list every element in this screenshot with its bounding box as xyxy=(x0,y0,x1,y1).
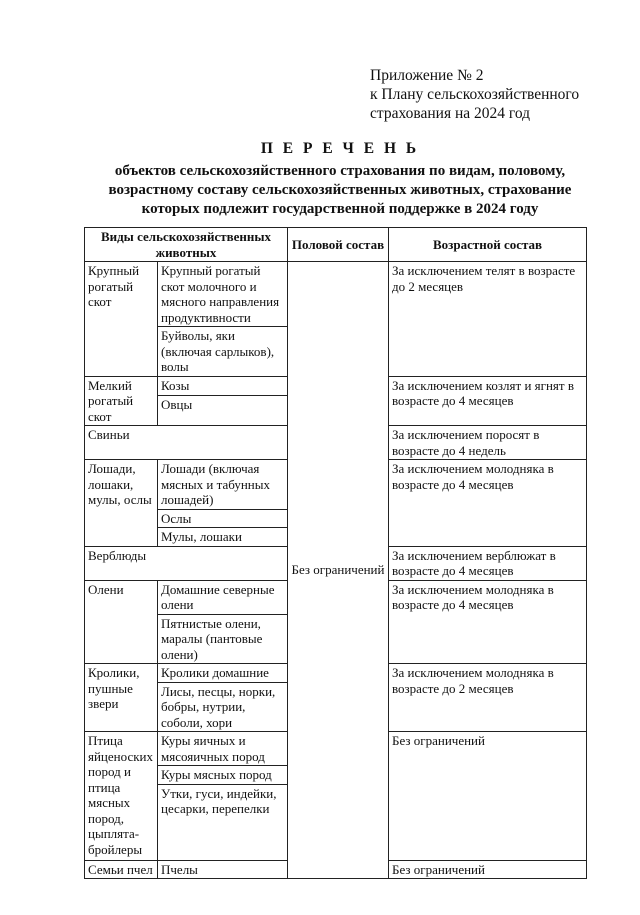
header-age: Возрастной состав xyxy=(389,228,587,262)
subtype-cell: Мулы, лошаки xyxy=(158,528,288,547)
age-cell: За исключением телят в возрасте до 2 месяцев xyxy=(389,262,587,377)
age-cell: За исключением молодняка в возрасте до 4 месяцев xyxy=(389,580,587,664)
subtype-cell: Крупный рогатый скот молочного и мясного направления продуктивности xyxy=(158,262,288,327)
group-cell: Крупный рогатый скот xyxy=(85,262,158,377)
subtype-cell: Козы xyxy=(158,376,288,395)
subtype-cell: Ослы xyxy=(158,509,288,528)
age-cell: За исключением молодняка в возрасте до 4 месяцев xyxy=(389,460,587,547)
age-cell: За исключением верблюжат в возрасте до 4 месяцев xyxy=(389,546,587,580)
table-row xyxy=(85,262,587,327)
age-cell: Без ограничений xyxy=(389,732,587,861)
group-cell: Птица яйценоских пород и птица мясных пород, цыплята-бройлеры xyxy=(85,732,158,861)
group-cell: Свиньи xyxy=(85,426,288,460)
title-main: П Е Р Е Ч Е Н Ь xyxy=(260,140,420,157)
appendix-header xyxy=(370,66,579,123)
appendix-line-3: страхования на 2024 год xyxy=(370,105,531,122)
subtype-cell: Овцы xyxy=(158,395,288,425)
subtype-cell: Куры мясных пород xyxy=(158,766,288,785)
age-cell: За исключением поросят в возрасте до 4 недель xyxy=(389,426,587,460)
age-cell: За исключением козлят и ягнят в возрасте до 4 месяцев xyxy=(389,376,587,426)
subtype-cell: Лисы, песцы, норки, бобры, нутрии, соболи, хори xyxy=(158,682,288,732)
table-header-row xyxy=(85,228,587,262)
title-sub-3: которых подлежит государственной поддержке в 2024 году xyxy=(141,201,539,217)
subtype-cell: Лошади (включая мясных и табунных лошадей) xyxy=(158,460,288,510)
age-cell: За исключением молодняка в возрасте до 2 месяцев xyxy=(389,664,587,732)
subtype-cell: Буйволы, яки (включая сарлыков), волы xyxy=(158,327,288,377)
header-sex: Половой состав xyxy=(288,228,389,262)
subtype-cell: Домашние северные олени xyxy=(158,580,288,614)
group-cell: Кролики, пушные звери xyxy=(85,664,158,732)
subtype-cell: Кролики домашние xyxy=(158,664,288,683)
appendix-line-1: Приложение № 2 xyxy=(370,67,484,84)
group-cell: Семьи пчел xyxy=(85,860,158,879)
subtype-cell: Пчелы xyxy=(158,860,288,879)
subtype-cell: Пятнистые олени, маралы (пантовые олени) xyxy=(158,614,288,664)
insurance-objects-table xyxy=(84,227,587,879)
document-title xyxy=(80,140,600,219)
title-sub-1: объектов сельскохозяйственного страхования по видам, половому, xyxy=(114,163,566,179)
group-cell: Верблюды xyxy=(85,546,288,580)
sex-composition-cell: Без ограничений xyxy=(288,262,389,879)
group-cell: Мелкий рогатый скот xyxy=(85,376,158,426)
appendix-line-2: к Плану сельскохозяйственного xyxy=(370,86,580,103)
group-cell: Лошади, лошаки, мулы, ослы xyxy=(85,460,158,547)
header-types: Виды сельскохозяйственных животных xyxy=(85,228,288,262)
subtype-cell: Куры яичных и мясояичных пород xyxy=(158,732,288,766)
title-sub-2: возрастному составу сельскохозяйственных животных, страхование xyxy=(108,182,572,198)
group-cell: Олени xyxy=(85,580,158,664)
subtype-cell: Утки, гуси, индейки, цесарки, перепелки xyxy=(158,784,288,860)
age-cell: Без ограничений xyxy=(389,860,587,879)
